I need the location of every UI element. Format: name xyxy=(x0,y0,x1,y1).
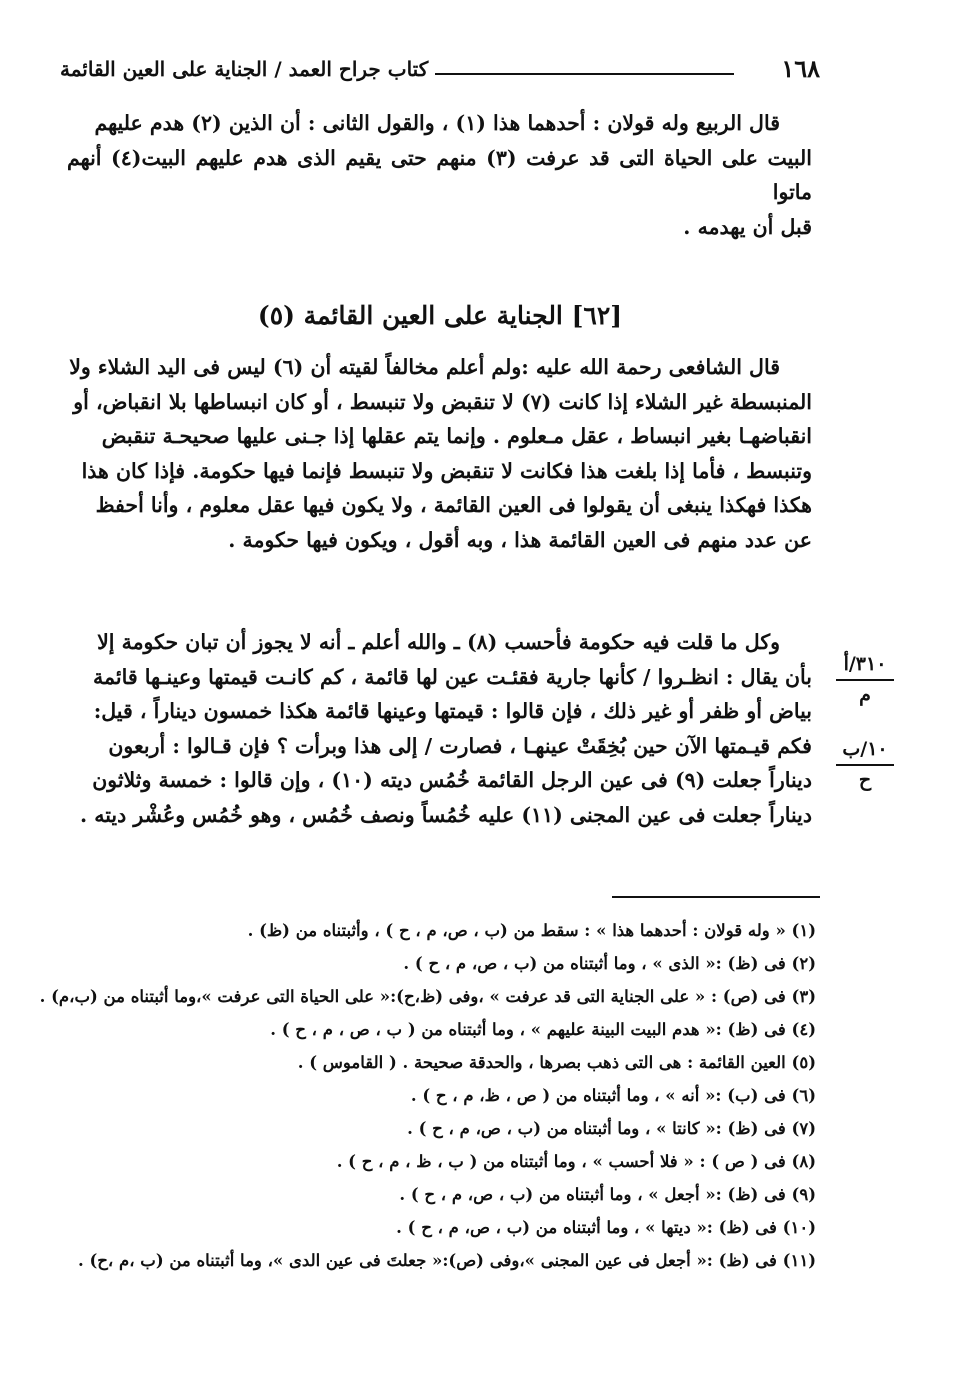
page-number: ١٦٨ xyxy=(781,54,820,83)
footnote: (٦) فى (ب) :« أنه » ، وما أثبتناه من ( ص ، ظ، م ، ح ) . xyxy=(410,1086,816,1105)
margin-note-folio: ١٠/ب xyxy=(842,738,888,760)
text-line: بأن يقال : انظـروا / كأنها جارية فقئـت عين لها قائمة ، كم كانـت قيمتها وعينـها قائمة xyxy=(93,664,812,689)
footnote: (٩) فى (ظ) :« أجعل » ، وما أثبتناه من (ب ، ص، م ، ح ) . xyxy=(399,1185,816,1204)
margin-note-manuscript: م xyxy=(859,684,871,706)
footnote: (١) « وله قولان : أحدهما هذا » : سقط من (ب ، ص، م ، ح ) ، وأثبتناه من (ظ) . xyxy=(247,921,816,940)
text-line: عن عدد منهم فى العين القائمة هذا ، وبه أقول ، ويكون فيها حكومة . xyxy=(228,527,812,552)
text-line: ديناراً جعلت (٩) فى عين الرجل القائمة خُمُس ديته (١٠) ، وإن قالوا : خمسة وثلاثون xyxy=(92,768,812,792)
section-title: [٦٢] الجناية على العين القائمة (٥) xyxy=(257,301,623,330)
footnote: (٢) فى (ظ) :« الذى » ، وما أثبتناه من (ب ، ص، م ، ح ) . xyxy=(403,954,816,973)
margin-note-rule xyxy=(836,679,894,681)
text-line: البيت على الحياة التى قد عرفت (٣) منهم حتى يقيم الذى هدم عليهم البيت(٤) أنهم ماتوا xyxy=(67,145,812,204)
text-line: انقباضهـا بغير انبساط ، عقل مـعلوم . وإنما يتم عقلها إذا جـنى عليها صحيحـة تنقبض xyxy=(101,424,812,448)
text-line: ديناراً جعلت فى عين المجنى (١١) عليه خُمُساً ونصف خُمُس ، وهو خُمُس وعُشْر ديته . xyxy=(79,802,812,827)
running-title: كتاب جراح العمد / الجناية على العين القائمة xyxy=(60,57,429,81)
text-line: قال الربيع وله قولان : أحدهما هذا (١) ، والقول الثانى : أن الذين (٢) هدم عليهم xyxy=(94,111,780,135)
text-line: وكل ما قلت فيه حكومة فأحسب (٨) ـ والله أعلم ـ أنه لا يجوز أن تبان حكومة إلا xyxy=(97,630,780,654)
text-line: بياض أو ظفر أو غير ذلك ، فإن قالوا : قيمتها وعينها قائمة هكذا خمسون ديناراً ، قيل: xyxy=(93,699,812,723)
footnote: (١١) فى (ظ) :« أجعل فى عين المجنى »،وفى (ص):« جعلتَ فى عين الدى »، وما أثبتناه من (ب ،م ،ح) . xyxy=(77,1251,816,1270)
footnotes xyxy=(39,914,816,1277)
footnote: (١٠) فى (ظ) :« ديتها » ، وما أثبتناه من (ب ، ص، م ، ح ) . xyxy=(396,1218,816,1237)
margin-note xyxy=(830,652,900,707)
text-line: قبل أن يهدمه . xyxy=(683,214,812,239)
paragraph-1 xyxy=(67,106,812,244)
footnote: (٤) فى (ظ) :« هدم البيت البينة عليهم » ، وما أثبتناه من ( ب ، ص ، م ، ح ) . xyxy=(270,1020,816,1039)
footnote: (٣) فى (ص) : « على الجناية التى قد عرفت » ،وفى (ظ،ح):« على الحياة التى عرفت »،وما أثبتناه من (ب،م) . xyxy=(39,987,816,1006)
text-line: وتنبسط ، فأما إذا بلغت هذا فكانت لا تنقبض ولا تنبسط فإنما فيها حكومة. فإذا كان هذا xyxy=(81,458,812,483)
footnote: (٨) فى ( ص ) : « فلا أحسب » ، وما أثبتناه من ( ب ، ظ ، م ، ح ) . xyxy=(336,1152,816,1171)
paragraph-2 xyxy=(67,350,812,557)
footnote: (٥) العين القائمة : هى التى ذهب بصرها ، والحدقة صحيحة . ( القاموس ) . xyxy=(297,1053,816,1072)
footnote-separator xyxy=(612,896,820,898)
margin-note-folio: ٣١٠/أ xyxy=(843,653,887,675)
text-line: قال الشافعى رحمة الله عليه :ولم أعلم مخالفاً لقيته أن (٦) ليس فى اليد الشلاء ولا xyxy=(69,355,780,379)
margin-note-rule xyxy=(836,764,894,766)
text-line: المنبسطة غير الشلاء إذا كانت (٧) لا تنقبض ولا تنبسط ، أو كان انبساطها بلا انقباض، أو xyxy=(73,389,812,414)
margin-note-manuscript: ح xyxy=(858,769,872,791)
text-line: فكم قيـمتها الآن حين بُخِقَتْ عينهـا ، فصارت / إلى هذا وبرأت ؟ فإن قـالوا : أربعون xyxy=(108,733,812,758)
footnote: (٧) فى (ظ) :« كانتا » ، وما أثبتناه من (ب ، ص، م ، ح ) . xyxy=(407,1119,816,1138)
header-rule xyxy=(435,73,734,75)
paragraph-3 xyxy=(67,625,812,832)
page-header xyxy=(60,52,820,92)
margin-note xyxy=(830,737,900,792)
text-line: هكذا فهكذا ينبغى أن يقولوا فى العين القائمة ، ولا يكون فيها عقل معلوم ، وأنا أحفظ xyxy=(95,493,812,517)
